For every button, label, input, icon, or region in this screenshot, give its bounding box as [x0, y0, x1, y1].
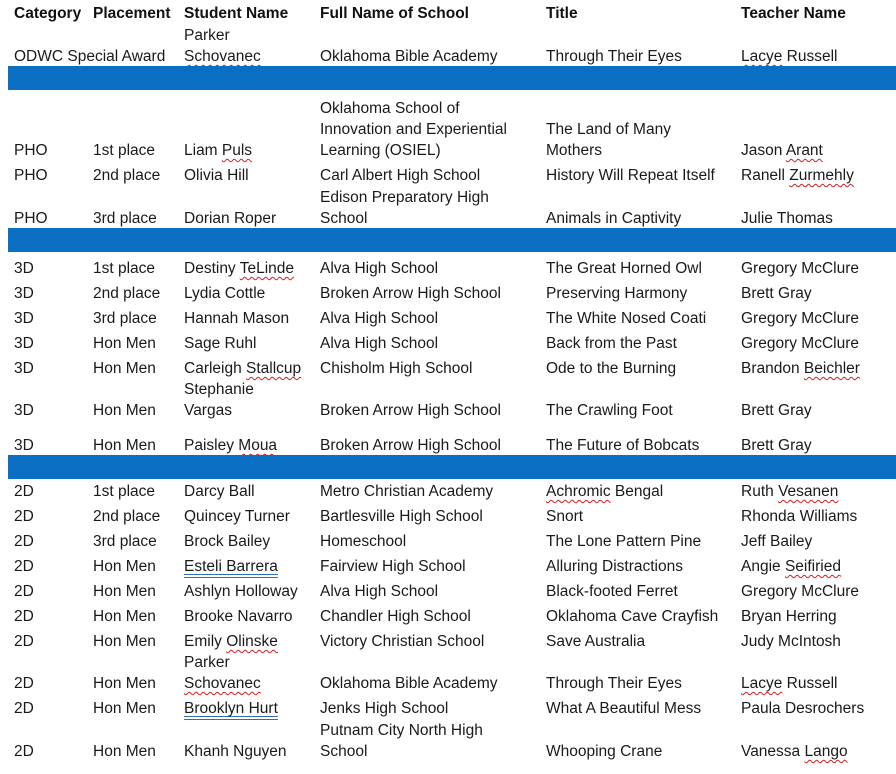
header-student-name: Student Name [184, 5, 289, 22]
cell-category: 2D [14, 558, 34, 575]
cell-title: Whooping Crane [546, 743, 663, 760]
cell-school: Victory Christian School [320, 633, 485, 650]
cell-category: 3D [14, 335, 34, 352]
cell-student-name: Brooklyn Hurt [184, 700, 278, 717]
cell-title: Through Their Eyes [546, 675, 682, 692]
cell-category: 2D [14, 608, 34, 625]
cell-category: ODWC Special Award [14, 48, 166, 65]
cell-title: The Crawling Foot [546, 402, 673, 419]
cell-school: Oklahoma Bible Academy [320, 675, 498, 692]
cell-teacher: Lacye Russell [741, 48, 838, 65]
cell-category: 2D [14, 508, 34, 525]
cell-school: Jenks High School [320, 700, 449, 717]
cell-teacher: Julie Thomas [741, 210, 833, 227]
cell-student-name: Dorian Roper [184, 210, 277, 227]
cell-school: Carl Albert High School [320, 167, 481, 184]
cell-school: Alva High School [320, 583, 439, 600]
cell-student-name: Sage Ruhl [184, 335, 257, 352]
cell-school: Homeschool [320, 533, 407, 550]
cell-teacher: Vanessa Lango [741, 743, 848, 760]
cell-placement: Hon Men [93, 437, 156, 454]
cell-teacher: Brett Gray [741, 285, 812, 302]
cell-school: Edison Preparatory High [320, 189, 489, 206]
cell-title: Animals in Captivity [546, 210, 682, 227]
cell-teacher: Ranell Zurmehly [741, 167, 854, 184]
cell-category: 2D [14, 743, 34, 760]
cell-category: 3D [14, 260, 34, 277]
cell-student-name: Khanh Nguyen [184, 743, 287, 760]
cell-category: PHO [14, 210, 48, 227]
cell-title: Black-footed Ferret [546, 583, 678, 600]
cell-category: 3D [14, 402, 34, 419]
cell-title: What A Beautiful Mess [546, 700, 702, 717]
cell-title: Save Australia [546, 633, 646, 650]
cell-placement: Hon Men [93, 335, 156, 352]
cell-title: History Will Repeat Itself [546, 167, 715, 184]
cell-placement: Hon Men [93, 633, 156, 650]
cell-placement: Hon Men [93, 558, 156, 575]
cell-title: Back from the Past [546, 335, 677, 352]
cell-student-name: Paisley Moua [184, 437, 278, 454]
cell-title: The Land of Many [546, 121, 671, 138]
cell-teacher: Gregory McClure [741, 310, 859, 327]
cell-school: Oklahoma Bible Academy [320, 48, 498, 65]
section-divider [8, 228, 896, 252]
header-title: Title [546, 5, 578, 22]
cell-title: Ode to the Burning [546, 360, 677, 377]
cell-school: Alva High School [320, 260, 439, 277]
cell-category: 3D [14, 310, 34, 327]
cell-placement: Hon Men [93, 402, 156, 419]
cell-student-name: Emily Olinske [184, 633, 278, 650]
header-teacher: Teacher Name [741, 5, 846, 22]
cell-category: 2D [14, 633, 34, 650]
cell-teacher: Brett Gray [741, 402, 812, 419]
cell-school: Broken Arrow High School [320, 437, 501, 454]
cell-placement: 1st place [93, 142, 156, 159]
cell-placement: 3rd place [93, 533, 157, 550]
cell-teacher: Angie Seifiried [741, 558, 841, 575]
cell-student-name: Schovanec [184, 675, 261, 692]
section-divider [8, 66, 896, 90]
header-category: Category [14, 5, 82, 22]
cell-teacher: Gregory McClure [741, 583, 859, 600]
cell-category: PHO [14, 142, 48, 159]
cell-title: Alluring Distractions [546, 558, 683, 575]
cell-placement: 2nd place [93, 285, 161, 302]
cell-placement: 3rd place [93, 210, 157, 227]
cell-teacher: Brett Gray [741, 437, 812, 454]
cell-teacher: Brandon Beichler [741, 360, 860, 377]
cell-school: Oklahoma School of [320, 100, 460, 117]
cell-student-name: Schovanec [184, 48, 261, 65]
cell-student-name: Lydia Cottle [184, 285, 266, 302]
cell-category: 3D [14, 360, 34, 377]
cell-placement: Hon Men [93, 360, 156, 377]
cell-school: Learning (OSIEL) [320, 142, 441, 159]
cell-category: 2D [14, 583, 34, 600]
cell-title: The Lone Pattern Pine [546, 533, 702, 550]
cell-teacher: Ruth Vesanen [741, 483, 839, 500]
cell-category: PHO [14, 167, 48, 184]
cell-student-name: Brock Bailey [184, 533, 271, 550]
cell-title: The White Nosed Coati [546, 310, 707, 327]
cell-placement: 1st place [93, 483, 156, 500]
cell-placement: Hon Men [93, 675, 156, 692]
cell-title: Oklahoma Cave Crayfish [546, 608, 719, 625]
cell-title: The Great Horned Owl [546, 260, 702, 277]
cell-student-name: Olivia Hill [184, 167, 249, 184]
cell-student-name: Carleigh Stallcup [184, 360, 302, 377]
cell-school: School [320, 210, 368, 227]
cell-category: 2D [14, 483, 34, 500]
cell-title: Mothers [546, 142, 602, 159]
cell-student-name: Esteli Barrera [184, 558, 278, 575]
cell-placement: 3rd place [93, 310, 157, 327]
cell-placement: 2nd place [93, 508, 161, 525]
cell-teacher: Rhonda Williams [741, 508, 858, 525]
cell-school: Metro Christian Academy [320, 483, 494, 500]
cell-school: Chisholm High School [320, 360, 473, 377]
cell-student-name: Quincey Turner [184, 508, 290, 525]
cell-student-name: Vargas [184, 402, 232, 419]
cell-placement: Hon Men [93, 583, 156, 600]
cell-school: School [320, 743, 368, 760]
cell-student-name: Darcy Ball [184, 483, 255, 500]
cell-category: 3D [14, 437, 34, 454]
cell-teacher: Judy McIntosh [741, 633, 841, 650]
cell-school: Alva High School [320, 310, 439, 327]
cell-student-name: Ashlyn Holloway [184, 583, 298, 600]
cell-title: Snort [546, 508, 584, 525]
section-divider [8, 455, 896, 479]
cell-placement: Hon Men [93, 608, 156, 625]
header-placement: Placement [93, 5, 171, 22]
cell-school: Bartlesville High School [320, 508, 483, 525]
cell-category: 2D [14, 700, 34, 717]
cell-student-name: Parker [184, 654, 230, 671]
cell-school: Innovation and Experiential [320, 121, 507, 138]
cell-title: The Future of Bobcats [546, 437, 700, 454]
cell-teacher: Gregory McClure [741, 335, 859, 352]
cell-school: Broken Arrow High School [320, 285, 501, 302]
cell-title: Preserving Harmony [546, 285, 688, 302]
cell-placement: 1st place [93, 260, 156, 277]
cell-student-name: Hannah Mason [184, 310, 290, 327]
cell-school: Alva High School [320, 335, 439, 352]
cell-placement: 2nd place [93, 167, 161, 184]
cell-teacher: Paula Desrochers [741, 700, 865, 717]
cell-teacher: Lacye Russell [741, 675, 838, 692]
cell-teacher: Bryan Herring [741, 608, 837, 625]
cell-school: Chandler High School [320, 608, 471, 625]
cell-category: 2D [14, 533, 34, 550]
cell-placement: Hon Men [93, 700, 156, 717]
cell-school: Broken Arrow High School [320, 402, 501, 419]
cell-teacher: Jeff Bailey [741, 533, 813, 550]
cell-student-name: Parker [184, 27, 230, 44]
cell-title: Achromic Bengal [546, 483, 664, 500]
cell-student-name: Liam Puls [184, 142, 253, 159]
cell-school: Putnam City North High [320, 722, 483, 739]
cell-student-name: Brooke Navarro [184, 608, 293, 625]
cell-category: 3D [14, 285, 34, 302]
cell-title: Through Their Eyes [546, 48, 682, 65]
header-school: Full Name of School [320, 5, 469, 22]
table-header-row [0, 0, 896, 25]
cell-student-name: Destiny TeLinde [184, 260, 295, 277]
cell-student-name: Stephanie [184, 381, 254, 398]
cell-placement: Hon Men [93, 743, 156, 760]
cell-teacher: Gregory McClure [741, 260, 859, 277]
cell-category: 2D [14, 675, 34, 692]
cell-school: Fairview High School [320, 558, 466, 575]
cell-teacher: Jason Arant [741, 142, 823, 159]
